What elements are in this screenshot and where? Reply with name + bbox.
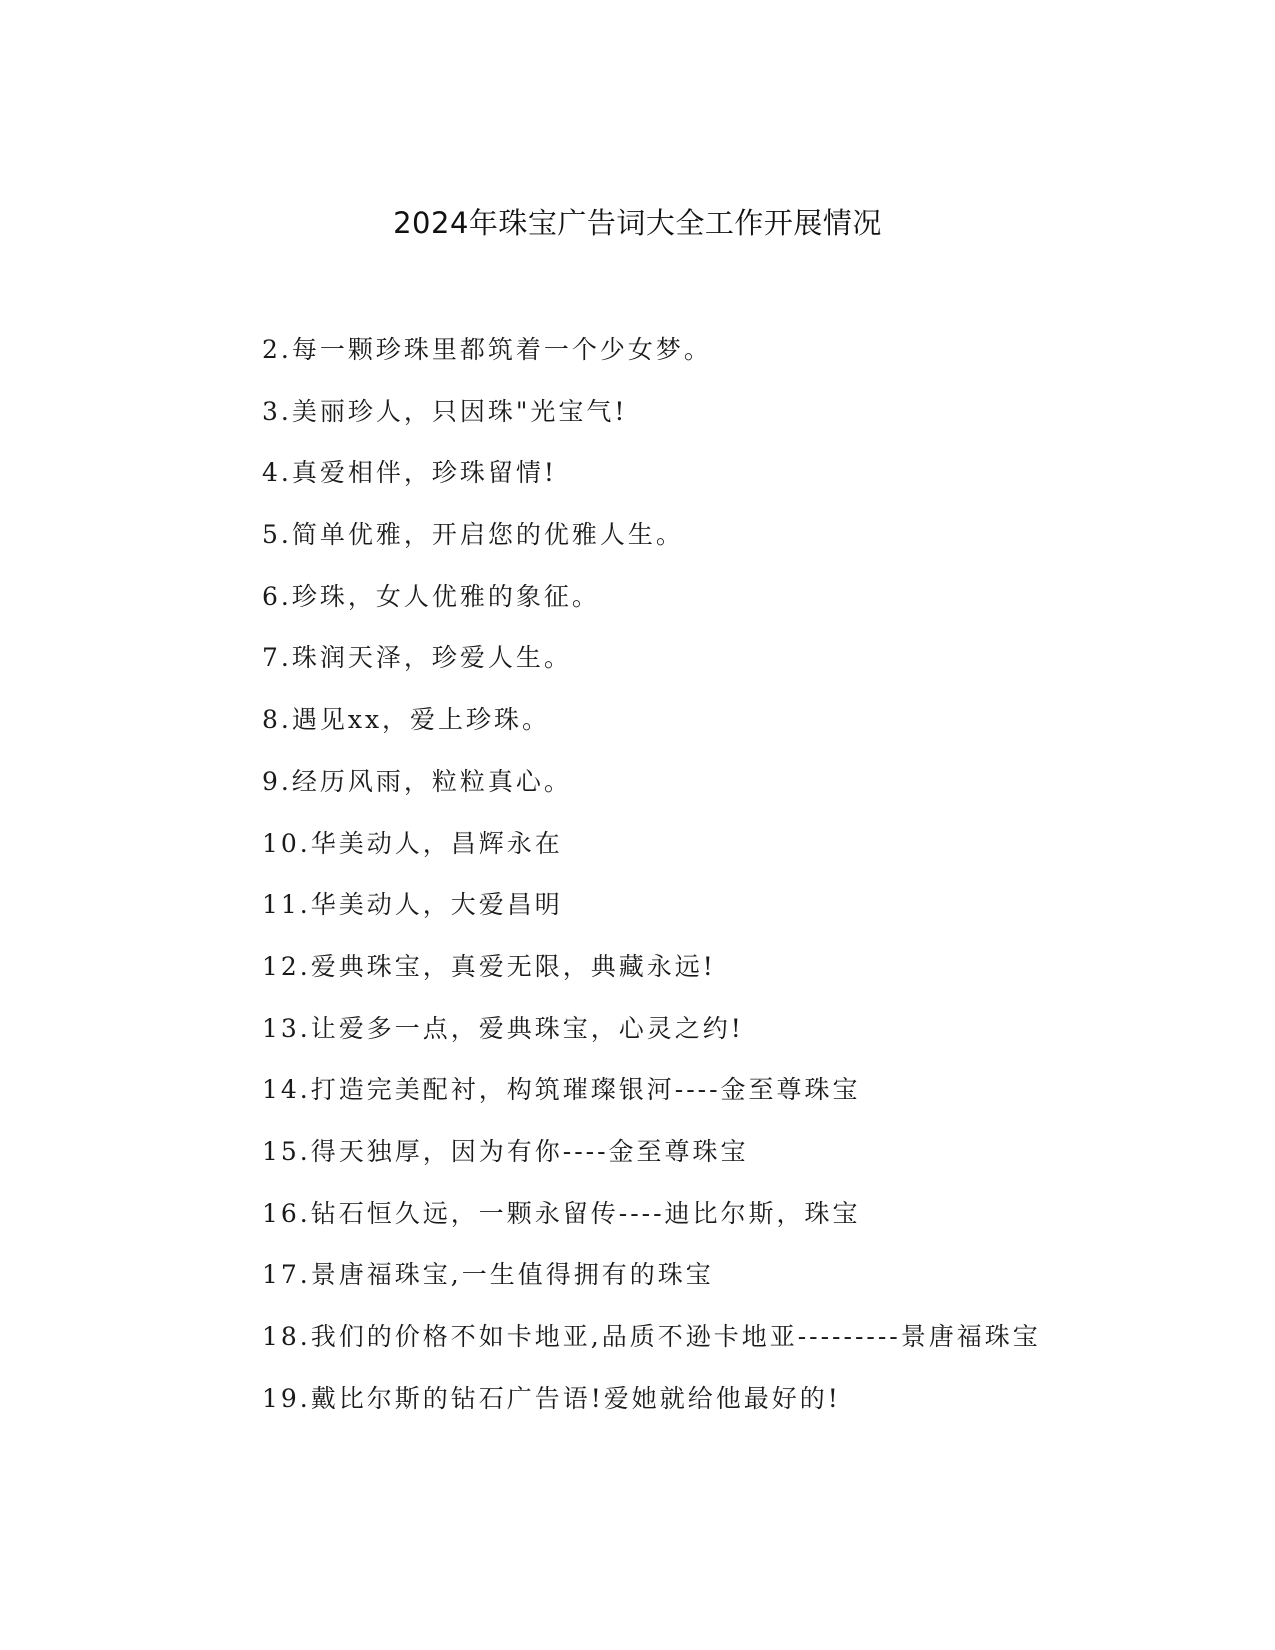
list-item: 7.珠润天泽，珍爱人生。	[262, 643, 572, 673]
list-item: 9.经历风雨，粒粒真心。	[262, 766, 572, 796]
list-item: 15.得天独厚，因为有你----金至尊珠宝	[262, 1136, 749, 1166]
list-item: 3.美丽珍人，只因珠"光宝气!	[262, 396, 628, 426]
list-item: 16.钻石恒久远，一颗永留传----迪比尔斯，珠宝	[262, 1198, 861, 1228]
list-item: 12.爱典珠宝，真爱无限，典藏永远!	[262, 951, 716, 981]
slogan-list	[262, 330, 1041, 1440]
list-item: 8.遇见xx，爱上珍珠。	[262, 705, 551, 735]
list-item: 17.景唐福珠宝,一生值得拥有的珠宝	[262, 1260, 714, 1290]
list-item: 13.让爱多一点，爱典珠宝，心灵之约!	[262, 1013, 744, 1043]
list-item: 18.我们的价格不如卡地亚,品质不逊卡地亚---------景唐福珠宝	[262, 1322, 1041, 1351]
list-item: 11.华美动人，大爱昌明	[262, 890, 563, 920]
document-title: 2024年珠宝广告词大全工作开展情况	[393, 206, 882, 240]
list-item: 19.戴比尔斯的钻石广告语!爱她就给他最好的!	[262, 1383, 841, 1413]
list-item: 10.华美动人，昌辉永在	[262, 828, 563, 858]
list-item: 2.每一颗珍珠里都筑着一个少女梦。	[262, 335, 712, 364]
list-item: 6.珍珠，女人优雅的象征。	[262, 581, 600, 611]
list-item: 4.真爱相伴，珍珠留情!	[262, 458, 557, 488]
list-item: 14.打造完美配衬，构筑璀璨银河----金至尊珠宝	[262, 1075, 861, 1105]
list-item: 5.简单优雅，开启您的优雅人生。	[262, 520, 684, 550]
